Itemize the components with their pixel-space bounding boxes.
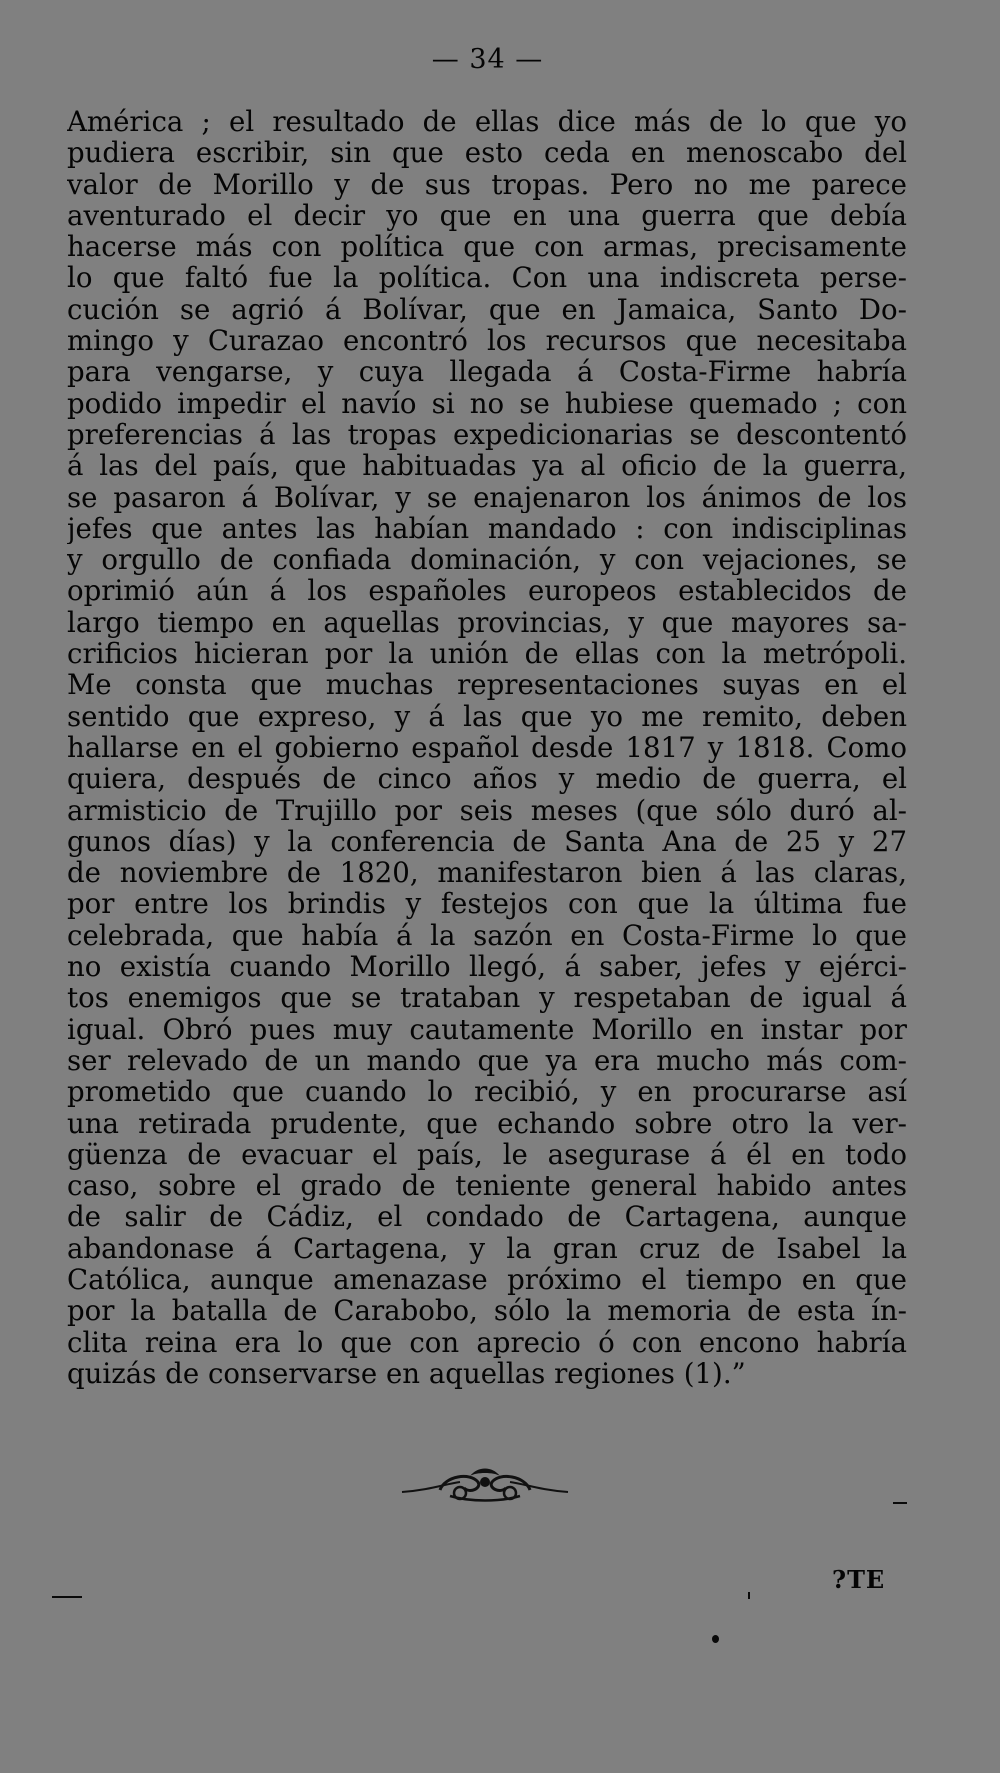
text-line: de noviembre de 1820, manifestaron bien á las claras, bbox=[67, 857, 907, 889]
text-line: armisticio de Trujillo por seis meses (que sólo duró al- bbox=[67, 794, 907, 826]
text-line: crificios hicieran por la unión de ellas con la metrópoli. bbox=[67, 638, 907, 670]
text-line: gunos días) y la conferencia de Santa Ana de 25 y 27 bbox=[67, 825, 907, 858]
text-line: largo tiempo en aquellas provincias, y que mayores sa- bbox=[67, 606, 907, 639]
text-line: oprimió aún á los españoles europeos establecidos de bbox=[67, 575, 907, 607]
text-line: abandonase á Cartagena, y la gran cruz de Isabel la bbox=[67, 1232, 907, 1264]
text-line: quizás de conservarse en aquellas regiones (1).” bbox=[67, 1357, 746, 1390]
text-line: tos enemigos que se trataban y respetaban de igual á bbox=[67, 982, 907, 1014]
ink-speck bbox=[748, 1592, 750, 1599]
text-line: mingo y Curazao encontró los recursos que necesitaba bbox=[67, 325, 907, 357]
text-line: á las del país, que habituadas ya al oficio de la guerra, bbox=[67, 450, 907, 482]
text-line: güenza de evacuar el país, le asegurase á él en todo bbox=[67, 1138, 907, 1171]
text-line: valor de Morillo y de sus tropas. Pero no me parece bbox=[67, 168, 907, 200]
text-line: igual. Obró pues muy cautamente Morillo en instar por bbox=[67, 1013, 907, 1045]
stamp-mark: ?TE bbox=[832, 1565, 886, 1594]
text-line: por entre los brindis y festejos con que la última fue bbox=[67, 888, 907, 920]
text-line: hacerse más con política que con armas, precisamente bbox=[67, 231, 907, 263]
text-line: aventurado el decir yo que en una guerra que debía bbox=[67, 199, 907, 232]
text-line: cución se agrió á Bolívar, que en Jamaica, Santo Do- bbox=[67, 293, 907, 326]
text-line: hallarse en el gobierno español desde 1817 y 1818. Como bbox=[67, 731, 907, 764]
text-line: por la batalla de Carabobo, sólo la memoria de esta ín- bbox=[67, 1295, 907, 1327]
text-line: América ; el resultado de ellas dice más de lo que yo bbox=[67, 106, 907, 138]
text-line: no existía cuando Morillo llegó, á saber, jefes y ejérci- bbox=[67, 951, 907, 983]
text-line: sentido que expreso, y á las que yo me remito, deben bbox=[67, 700, 907, 732]
text-line: jefes que antes las habían mandado : con indisciplinas bbox=[67, 512, 907, 545]
text-line: preferencias á las tropas expedicionarias se descontentó bbox=[67, 418, 907, 451]
text-line: quiera, después de cinco años y medio de guerra, el bbox=[67, 763, 907, 795]
text-line: se pasaron á Bolívar, y se enajenaron los ánimos de los bbox=[67, 481, 907, 513]
body-text bbox=[67, 106, 907, 1389]
ink-speck bbox=[52, 1596, 82, 1598]
text-line: celebrada, que había á la sazón en Costa-Firme lo que bbox=[67, 919, 907, 952]
text-line: ser relevado de un mando que ya era mucho más com- bbox=[67, 1044, 907, 1077]
ink-speck bbox=[712, 1635, 719, 1643]
text-line: prometido que cuando lo recibió, y en procurarse así bbox=[67, 1076, 907, 1108]
ink-speck bbox=[893, 1502, 907, 1504]
text-line: lo que faltó fue la política. Con una indiscreta perse- bbox=[67, 262, 907, 294]
ornament-icon bbox=[400, 1462, 570, 1512]
text-line: caso, sobre el grado de teniente general habido antes bbox=[67, 1170, 907, 1202]
page-number: — 34 — bbox=[431, 44, 544, 75]
text-line: para vengarse, y cuya llegada á Costa-Firme habría bbox=[67, 356, 907, 388]
text-line: Me consta que muchas representaciones suyas en el bbox=[67, 669, 907, 701]
text-line: podido impedir el navío si no se hubiese quemado ; con bbox=[67, 387, 907, 419]
text-line: una retirada prudente, que echando sobre otro la ver- bbox=[67, 1107, 907, 1139]
text-line: y orgullo de confiada dominación, y con vejaciones, se bbox=[67, 544, 907, 576]
text-line: clita reina era lo que con aprecio ó con encono habría bbox=[67, 1326, 907, 1358]
text-line: de salir de Cádiz, el condado de Cartagena, aunque bbox=[67, 1201, 907, 1233]
text-line: pudiera escribir, sin que esto ceda en menoscabo del bbox=[67, 137, 907, 169]
text-line: Católica, aunque amenazase próximo el tiempo en que bbox=[67, 1263, 907, 1296]
